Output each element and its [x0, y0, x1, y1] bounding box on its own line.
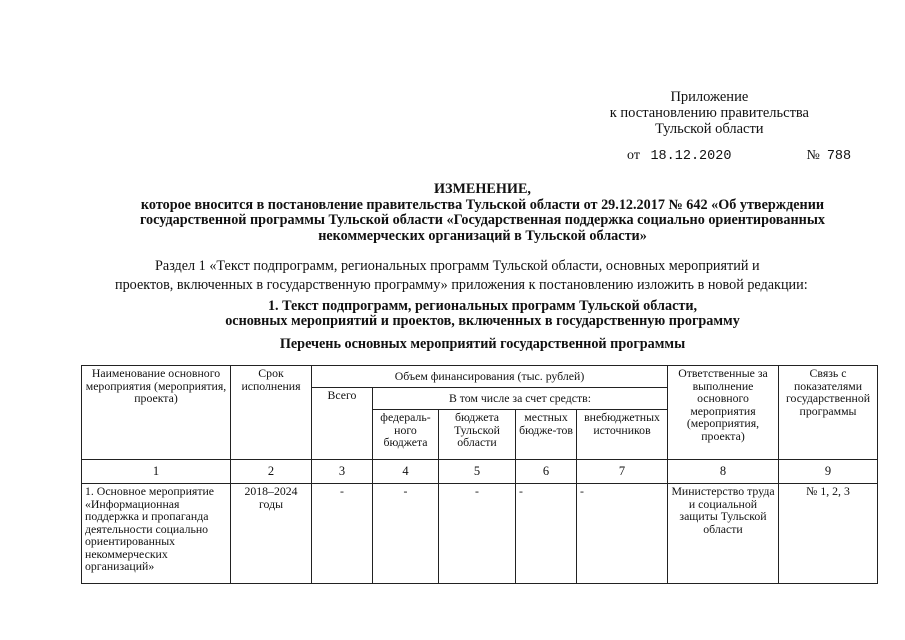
header-funding: Объем финансирования (тыс. рублей) [312, 366, 668, 388]
column-number: 9 [779, 460, 878, 484]
header-term: Срок исполнения [231, 366, 312, 460]
appendix-line-2: к постановлению правительства [609, 105, 809, 121]
heading-line-3: некоммерческих организаций в Тульской области» [318, 227, 647, 244]
section-line-1: 1. Текст подпрограмм, региональных программ Тульской области, [267, 298, 698, 314]
measures-table [81, 365, 878, 584]
change-heading [60, 182, 905, 244]
document-number: 788 [826, 149, 852, 164]
header-federal: федераль-ного бюджета [373, 410, 439, 460]
row-federal: - [373, 484, 439, 584]
column-number: 7 [577, 460, 668, 484]
heading-line-1: которое вносится в постановление правительства Тульской области от 29.12.2017 № 642 «Об утверждении [140, 196, 825, 213]
table-header-row-1 [82, 366, 878, 388]
header-name: Наименование основного мероприятия (мероприятия, проекта) [82, 366, 231, 460]
paragraph-line-2: проектов, включенных в государственную программу» приложения к постановлению изложить в новой редакции: [115, 277, 808, 293]
header-local: местных бюдже-тов [516, 410, 577, 460]
column-number: 6 [516, 460, 577, 484]
row-regional: - [439, 484, 516, 584]
column-number-row [82, 460, 878, 484]
column-number: 8 [668, 460, 779, 484]
section-line-2: основных мероприятий и проектов, включенных в государственную программу [225, 313, 740, 329]
appendix-line-1: Приложение [670, 89, 749, 105]
row-measure-name: 1. Основное мероприятие «Информационная поддержка и пропаганда деятельности социально ориентированных некоммерческих организаций» [82, 484, 231, 584]
date-number-line [627, 148, 851, 164]
from-label: от [627, 148, 640, 163]
column-number: 4 [373, 460, 439, 484]
heading-title: ИЗМЕНЕНИЕ, [434, 181, 531, 197]
header-total: Всего [312, 388, 373, 460]
heading-line-2: государственной программы Тульской области «Государственная поддержка социально ориентированных [139, 212, 826, 228]
header-extrabudget: внебюджетных источников [577, 410, 668, 460]
list-title: Перечень основных мероприятий государственной программы [279, 336, 686, 352]
header-responsible: Ответственные за выполнение основного мероприятия (мероприятия, проекта) [668, 366, 779, 460]
column-number: 2 [231, 460, 312, 484]
row-extrabudget: - [577, 484, 668, 584]
header-link: Связь с показателями государственной программы [779, 366, 878, 460]
document-date: 18.12.2020 [650, 149, 732, 164]
appendix-block [610, 89, 809, 137]
row-local: - [516, 484, 577, 584]
header-including: В том числе за счет средств: [373, 388, 668, 410]
table-row [82, 484, 878, 584]
number-label: № [806, 148, 820, 163]
paragraph-line-1: Раздел 1 «Текст подпрограмм, региональных программ Тульской области, основных мероприятий и [155, 258, 760, 274]
section-heading [60, 299, 905, 329]
appendix-line-3: Тульской области [655, 121, 764, 137]
column-number: 5 [439, 460, 516, 484]
header-regional: бюджета Тульской области [439, 410, 516, 460]
row-total: - [312, 484, 373, 584]
body-paragraph [115, 257, 853, 295]
row-responsible: Министерство труда и социальной защиты Тульской области [668, 484, 779, 584]
row-link: № 1, 2, 3 [779, 484, 878, 584]
row-term: 2018–2024 годы [231, 484, 312, 584]
column-number: 1 [82, 460, 231, 484]
column-number: 3 [312, 460, 373, 484]
